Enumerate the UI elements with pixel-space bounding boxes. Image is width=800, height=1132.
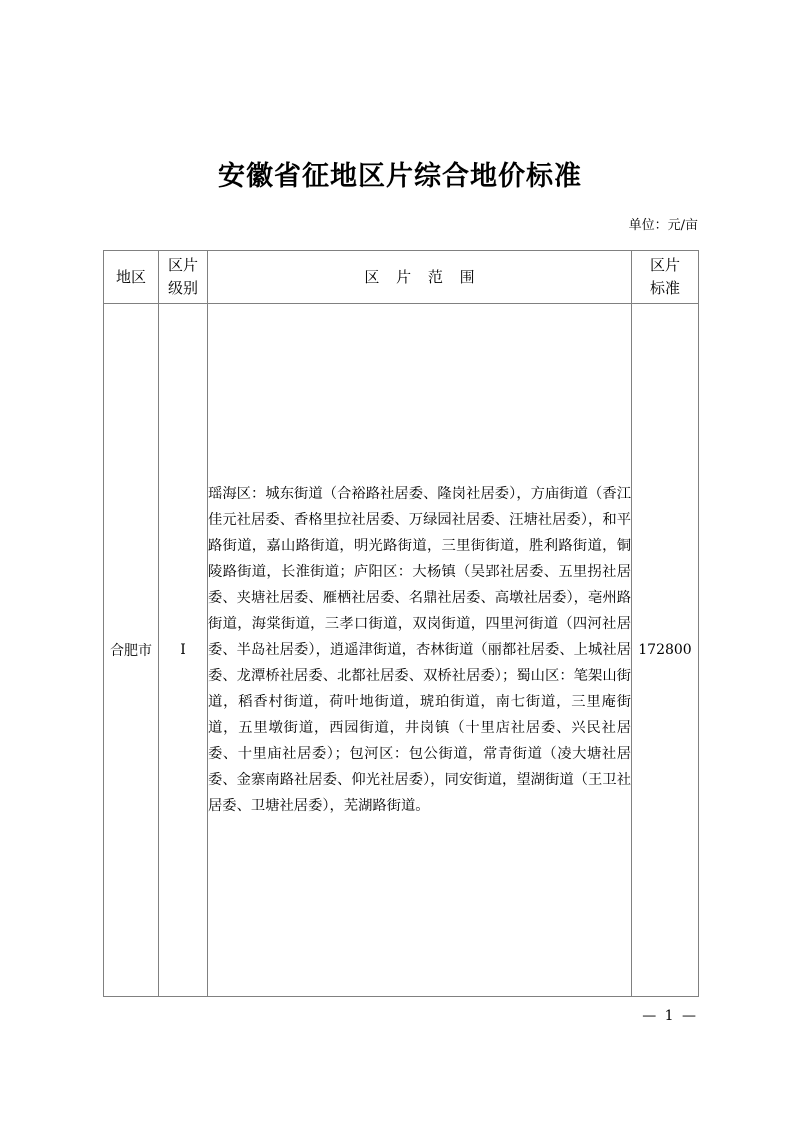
table-header-row: [104, 251, 699, 304]
column-header-level: [159, 251, 208, 304]
page-title: 安徽省征地区片综合地价标准: [218, 161, 582, 192]
page-number: — 1 —: [642, 1008, 698, 1024]
column-header-level-line1: 区片: [167, 256, 198, 274]
unit-note: 单位：元/亩: [628, 218, 698, 233]
cell-standard: 172800: [632, 304, 699, 997]
cell-scope: [208, 304, 632, 997]
cell-scope-text: 瑶海区：城东街道（合裕路社居委、隆岗社居委），方庙街道（香江佳元社居委、香格里拉社居委、万绿园社居委、汪塘社居委），和平路街道，嘉山路街道，明光路街道，三里街街道，胜利路街道，铜陵路街道，长淮街道；庐阳区：大杨镇（吴郢社居委、五里拐社居委、夹塘社居委、雁栖社居委、名鼎社居委、高墩社居委），亳州路街道，海棠街道，三孝口街道，双岗街道，四里河街道（四河社居委、半岛社居委），逍遥津街道，杏林街道（丽都社居委、上城社居委、龙潭桥社居委、北都社居委、双桥社居委）；蜀山区：笔架山街道，稻香村街道，荷叶地街道，琥珀街道，南七街道，三里庵街道，五里墩街道，西园街道，井岗镇（十里店社居委、兴民社居委、十里庙社居委）；包河区：包公街道，常青街道（凌大塘社居委、金寨南路社居委、仰光社居委），同安街道，望湖街道（王卫社居委、卫塘社居委），芜湖路街道。: [208, 486, 631, 814]
column-header-level-line2: 级别: [167, 279, 198, 297]
column-header-standard-line2: 标准: [649, 279, 680, 297]
column-header-scope: 区 片 范 围: [208, 251, 632, 304]
column-header-standard-line1: 区片: [649, 256, 680, 274]
column-header-region: 地区: [104, 251, 159, 304]
table-row: [104, 304, 699, 997]
cell-level: I: [159, 304, 208, 997]
land-price-table: [103, 250, 699, 997]
cell-region: 合肥市: [104, 304, 159, 997]
column-header-standard: [632, 251, 699, 304]
